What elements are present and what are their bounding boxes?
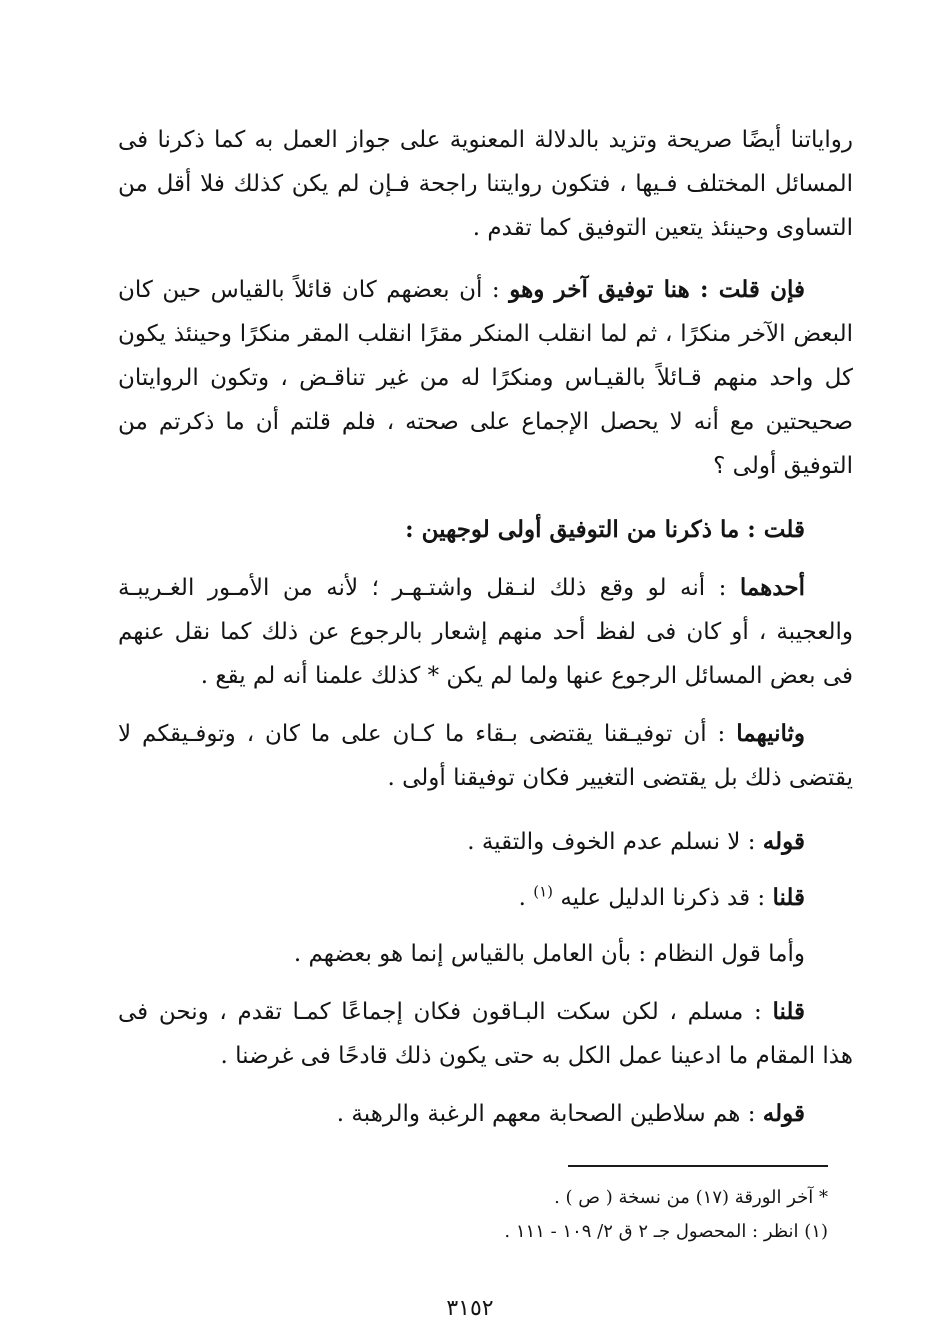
lead-phrase: فإن قلت : هنا توفيق آخر وهو (509, 276, 806, 303)
paragraph (118, 932, 853, 976)
paragraph (118, 1092, 853, 1136)
text-line: والعجيبة ، أو كان فى لفظ أحد منهم إشعار بالرجوع عن ذلك كما نقل عنهم (118, 619, 853, 645)
paragraph (118, 820, 853, 864)
text-line (118, 1092, 853, 1136)
lead-phrase: وثانيهما (736, 720, 805, 747)
text-line: التوفيق أولى ؟ (713, 453, 853, 479)
text-line: كل واحد منهم قـائلاً بالقيـاس ومنكرًا له من غير تناقـض ، وتكون الروايتان (118, 365, 853, 391)
paragraph (118, 268, 853, 488)
page-number: ٣١٥٢ (446, 1296, 494, 1321)
footnote-ref[interactable]: (١) (533, 882, 554, 901)
text-line (118, 712, 853, 756)
text-line: وأما قول النظام : بأن العامل بالقياس إنما هو بعضهم . (293, 941, 805, 967)
text-line: رواياتنا أيضًا صريحة وتزيد بالدلالة المعنوية على جواز العمل به كما ذكرنا فى (118, 127, 853, 153)
text-fragment: : هم سلاطين الصحابة معهم الرغبة والرهبة . (336, 1101, 763, 1127)
text-line: التساوى وحينئذ يتعين التوفيق كما تقدم . (472, 215, 853, 241)
footnote: * آخر الورقة (١٧) من نسخة ( ص ) . (554, 1187, 828, 1208)
text-line (118, 508, 853, 552)
text-line (118, 820, 853, 864)
text-fragment: : قد ذكرنا الدليل عليه (553, 885, 773, 911)
text-fragment: . (518, 885, 534, 911)
lead-phrase: قلنا (772, 884, 805, 911)
text-line (118, 566, 853, 610)
paragraph (118, 712, 853, 800)
paragraph (118, 876, 853, 920)
paragraph (118, 118, 853, 250)
lead-phrase: قوله (762, 1100, 805, 1127)
text-fragment: : أن توفيـقنا يقتضى بـقاء ما كـان على ما كان ، وتوفـيقكم لا (118, 721, 737, 747)
footnotes (400, 1181, 828, 1249)
paragraph (118, 990, 853, 1078)
text-line (118, 990, 853, 1034)
text-fragment: : لا نسلم عدم الخوف والتقية . (467, 829, 763, 855)
text-fragment: : مسلم ، لكن سكت البـاقون فكان إجماعًا كمـا تقدم ، ونحن فى (118, 999, 773, 1025)
text-line: فى بعض المسائل الرجوع عنها ولما لم يكن * كذلك علمنا أنه لم يقع . (200, 663, 853, 689)
paragraph (118, 566, 853, 698)
paragraph (118, 508, 853, 552)
text-line: صحيحتين مع أنه لا يحصل الإجماع على صحته ، فلم قلتم أن ما ذكرتم من (118, 409, 853, 435)
text-line: المسائل المختلف فـيها ، فتكون روايتنا راجحة فـإن لم يكن كذلك فلا أقل من (118, 171, 853, 197)
text-line: هذا المقام ما ادعينا عمل الكل به حتى يكون ذلك قادحًا فى غرضنا . (220, 1043, 853, 1069)
lead-phrase: قوله (762, 828, 805, 855)
footnote-divider (568, 1165, 828, 1167)
lead-phrase: أحدهما (739, 574, 805, 601)
footnote: (١) انظر : المحصول جـ ٢ ق ٢/ ١٠٩ - ١١١ . (504, 1221, 828, 1242)
text-line (118, 268, 853, 312)
text-line: يقتضى ذلك بل يقتضى التغيير فكان توفيقنا أولى . (387, 765, 853, 791)
text-line: البعض الآخر منكرًا ، ثم لما انقلب المنكر مقرًا انقلب المقر منكرًا وحينئذ يكون (118, 321, 853, 347)
text-fragment: : أنه لو وقع ذلك لنـقل واشتـهـر ؛ لأنه من الأمـور الغـريبـة (118, 575, 740, 601)
text-line (118, 876, 853, 920)
text-fragment: : أن بعضهم كان قائلاً بالقياس حين كان (118, 277, 510, 303)
lead-phrase: قلنا (772, 998, 805, 1025)
lead-phrase: قلت : ما ذكرنا من التوفيق أولى لوجهين : (405, 516, 805, 543)
